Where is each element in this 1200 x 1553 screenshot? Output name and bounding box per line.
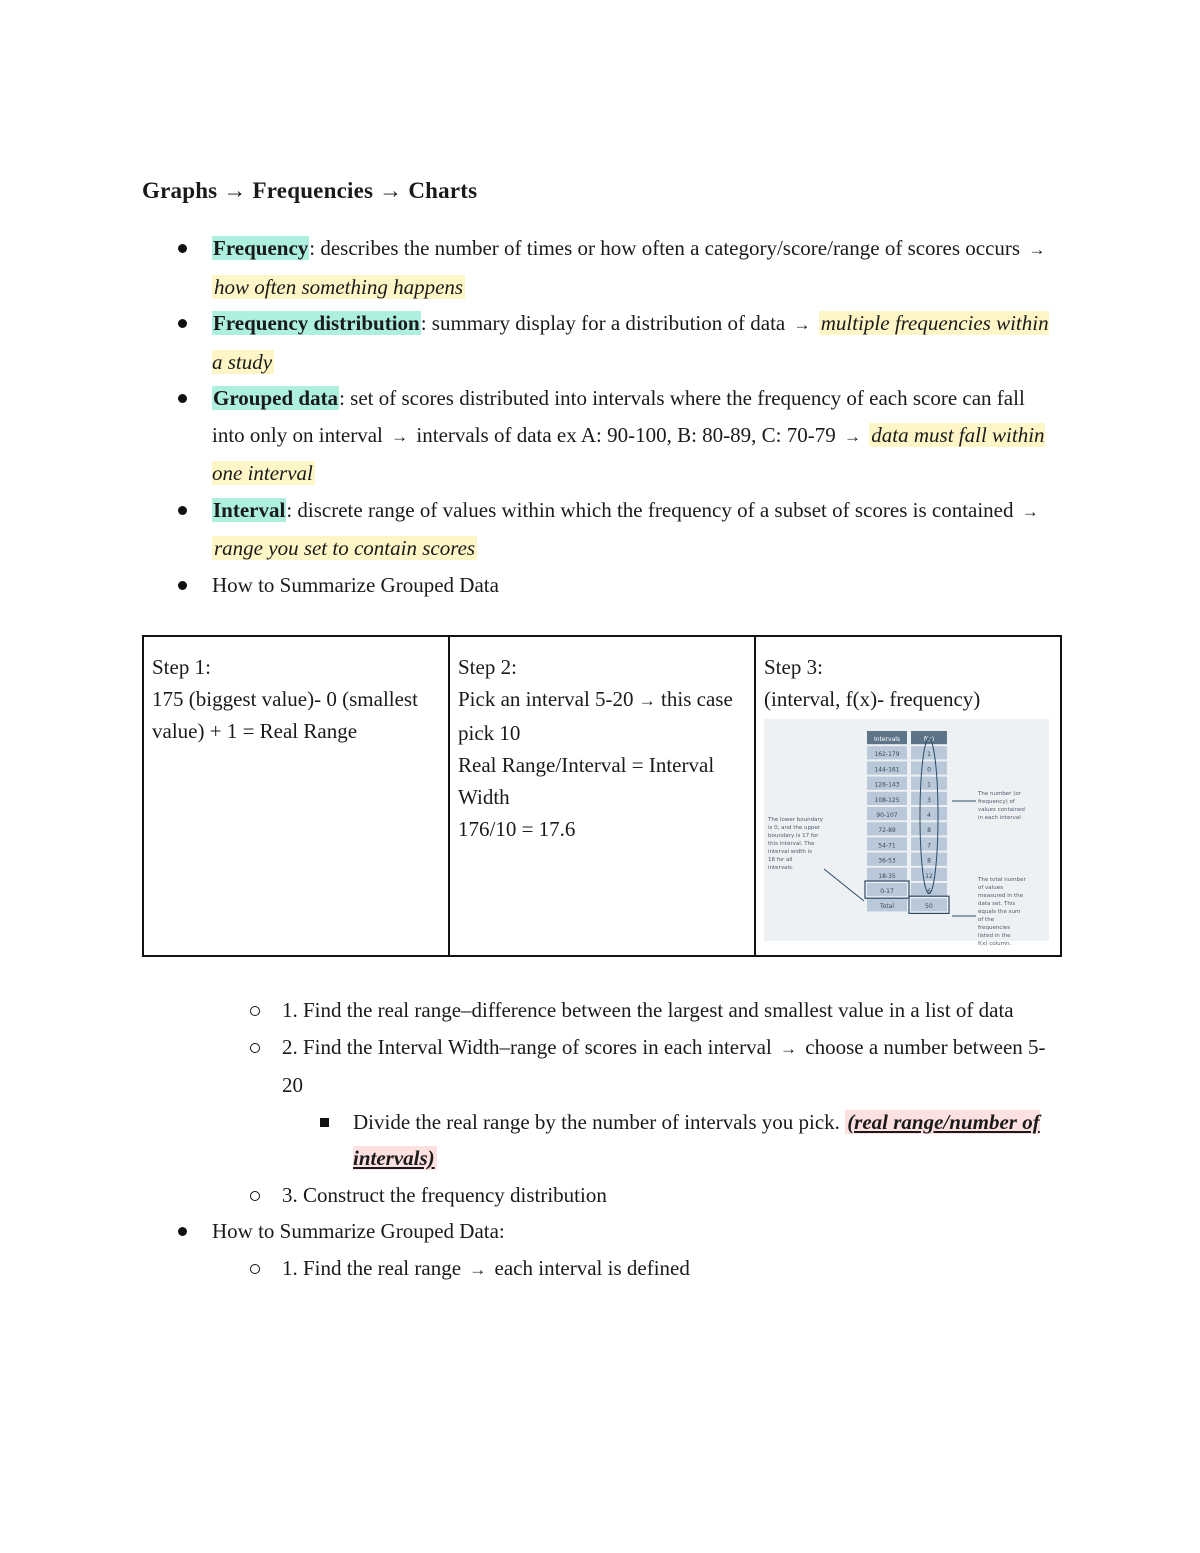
figure-frequency-label: 1 bbox=[927, 751, 931, 759]
step2-cell bbox=[449, 636, 755, 956]
list-item-grouped-data bbox=[142, 380, 1062, 492]
definition-text: : set of scores distributed into intervals where the frequency of each score can fall into only on interval bbox=[212, 386, 1025, 447]
sub-item-text-2: each interval is defined bbox=[494, 1255, 690, 1280]
title-part-graphs: Graphs bbox=[142, 178, 218, 203]
figure-header-label: Intervals bbox=[873, 736, 901, 743]
figure-note-right-bottom-line: frequencies bbox=[978, 925, 1011, 931]
step2-line1a: Pick an interval 5-20 bbox=[458, 687, 634, 711]
arrow-icon: → bbox=[223, 178, 247, 203]
arrow-icon: → bbox=[379, 178, 403, 203]
figure-image bbox=[764, 719, 1049, 947]
figure-note-left-line: 18 for all bbox=[768, 857, 793, 863]
figure-note-right-bottom-line: measured in the bbox=[978, 893, 1024, 899]
definition-text: : discrete range of values within which the frequency of a subset of scores is contained bbox=[286, 497, 1014, 522]
figure-interval-label: 0-17 bbox=[880, 888, 894, 895]
figure-note-left-line: intervals. bbox=[768, 865, 794, 871]
sub-item-3 bbox=[142, 1177, 1062, 1214]
figure-total-value: 50 bbox=[925, 903, 933, 911]
steps-sublist bbox=[142, 992, 1062, 1288]
step1-body: 175 (biggest value)- 0 (smallest value) + 1 = Real Range bbox=[152, 687, 418, 743]
definition-text: : describes the number of times or how often a category/score/range of scores occurs bbox=[309, 236, 1021, 260]
figure-note-left-line: The lower boundary bbox=[768, 817, 823, 823]
sub-item-text: 3. Construct the frequency distribution bbox=[282, 1182, 607, 1207]
figure-frequency-label: 1 bbox=[927, 781, 931, 789]
figure-note-right-bottom-line: of values bbox=[978, 885, 1003, 891]
highlight-note: how often something happens bbox=[214, 274, 464, 299]
figure-interval-label: 108-125 bbox=[874, 796, 900, 804]
sub-sub-item bbox=[142, 1104, 1062, 1177]
step3-body: (interval, f(x)- frequency) bbox=[764, 687, 981, 711]
highlight-note: multiple frequencies within a study bbox=[212, 311, 1049, 374]
figure-note-right-bottom-line: The total number bbox=[978, 877, 1026, 883]
figure-note-right-bottom-line: listed in the bbox=[978, 933, 1011, 939]
step1-title: Step 1: bbox=[152, 655, 211, 679]
figure-note-right-bottom-line: data set. This bbox=[978, 901, 1016, 907]
figure-note-right-top-line: The number (or bbox=[978, 791, 1021, 797]
step2-line1 bbox=[458, 683, 746, 749]
step2-line1b: this case pick 10 bbox=[458, 687, 733, 745]
figure-note-left-line: this interval. The bbox=[768, 841, 815, 847]
figure-interval-label: 72-89 bbox=[878, 827, 896, 835]
figure-frequency-label: 12 bbox=[925, 872, 933, 880]
bullet-icon bbox=[178, 581, 187, 590]
highlight-note: data must fall within one interval bbox=[212, 422, 1045, 485]
list-item-text: How to Summarize Grouped Data: bbox=[212, 1219, 505, 1243]
steps-table bbox=[142, 635, 1062, 957]
bullet-icon bbox=[178, 1227, 187, 1236]
figure-frequency-label: 4 bbox=[927, 812, 931, 819]
figure-total-label: Total bbox=[879, 903, 895, 911]
list-item-text: How to Summarize Grouped Data bbox=[212, 572, 499, 597]
sub-item-final bbox=[142, 1250, 1062, 1289]
step1-cell bbox=[143, 636, 449, 956]
arrow-icon: → bbox=[469, 1259, 487, 1279]
list-item-frequency-distribution bbox=[142, 305, 1062, 380]
circle-bullet-icon bbox=[250, 1264, 260, 1274]
figure-interval-label: 126-143 bbox=[874, 781, 900, 789]
page-title bbox=[142, 178, 477, 204]
term-frequency: Frequency bbox=[213, 236, 309, 260]
figure-note-right-bottom-line: f(x) column. bbox=[978, 941, 1012, 947]
figure-interval-label: 144-161 bbox=[874, 766, 900, 774]
definitions-list bbox=[142, 230, 1062, 603]
circle-bullet-icon bbox=[250, 1043, 260, 1053]
figure-frequency-label: 7 bbox=[927, 842, 931, 850]
figure-frequency-label: 3 bbox=[927, 796, 931, 804]
figure-interval-label: 18-35 bbox=[878, 872, 896, 880]
arrow-icon: → bbox=[638, 691, 656, 710]
step2-line3: 176/10 = 17.6 bbox=[458, 817, 576, 841]
arrow-icon: → bbox=[793, 315, 811, 334]
circle-bullet-icon bbox=[250, 1191, 260, 1201]
figure-frequency-label: 8 bbox=[927, 827, 931, 835]
figure-interval-label: 36-53 bbox=[878, 857, 896, 865]
step2-line2: Real Range/Interval = Interval Width bbox=[458, 753, 715, 809]
highlight-note: range you set to contain scores bbox=[214, 536, 476, 560]
list-item-summarize-2 bbox=[142, 1213, 1062, 1250]
list-item-summarize bbox=[142, 567, 1062, 604]
definition-text: : summary display for a distribution of data bbox=[420, 311, 786, 335]
figure-note-right-bottom-line: of the bbox=[978, 917, 995, 923]
sub-item-text-2: choose a number between 5-20 bbox=[282, 1034, 1046, 1097]
frequency-table-figure bbox=[764, 719, 1049, 947]
arrow-icon: → bbox=[391, 426, 409, 446]
sub-sub-item-text: Divide the real range by the number of intervals you pick. bbox=[353, 1109, 840, 1134]
figure-header-label: f(x) bbox=[923, 736, 935, 743]
step3-title: Step 3: bbox=[764, 655, 823, 679]
bullet-icon bbox=[178, 506, 187, 515]
figure-note-left-line: is 0, and the upper bbox=[768, 825, 821, 831]
table-row bbox=[143, 636, 1061, 956]
figure-note-right-top-line: frequency) of bbox=[978, 799, 1015, 805]
arrow-icon: → bbox=[780, 1038, 798, 1058]
term-frequency-distribution: Frequency distribution bbox=[213, 311, 420, 335]
title-part-frequencies: Frequencies bbox=[252, 178, 374, 203]
figure-note-right-top-line: in each interval bbox=[978, 815, 1021, 821]
list-item-interval bbox=[142, 492, 1062, 567]
figure-arrow-left bbox=[824, 869, 864, 901]
circle-bullet-icon bbox=[250, 1006, 260, 1016]
figure-interval-label: 54-71 bbox=[878, 842, 896, 850]
bullet-icon bbox=[178, 244, 187, 253]
sub-item-text: 1. Find the real range bbox=[282, 1255, 462, 1280]
figure-note-right-bottom-line: equals the sum bbox=[978, 909, 1021, 915]
figure-note-left-line: interval width is bbox=[768, 849, 813, 855]
sub-item-1 bbox=[142, 992, 1062, 1029]
sub-item-2 bbox=[142, 1029, 1062, 1104]
pink-highlight-note: (real range/number of intervals) bbox=[353, 1109, 1040, 1170]
term-grouped-data: Grouped data bbox=[213, 386, 339, 410]
title-part-charts: Charts bbox=[408, 178, 478, 203]
figure-frequency-label: 6 bbox=[927, 888, 931, 895]
arrow-icon: → bbox=[1028, 240, 1046, 259]
step3-cell bbox=[755, 636, 1061, 956]
figure-note-right-top-line: values contained bbox=[978, 807, 1025, 813]
arrow-icon: → bbox=[1021, 501, 1039, 521]
figure-note-left-line: boundary is 17 for bbox=[768, 833, 819, 839]
arrow-icon: → bbox=[844, 426, 862, 446]
bullet-icon bbox=[178, 319, 187, 328]
square-bullet-icon bbox=[320, 1118, 329, 1127]
figure-interval-label: 90-107 bbox=[876, 812, 898, 819]
figure-frequency-label: 8 bbox=[927, 857, 931, 865]
figure-frequency-label: 0 bbox=[927, 766, 931, 774]
definition-text-2: intervals of data ex A: 90-100, B: 80-89, C: 70-79 bbox=[416, 422, 836, 447]
step2-title: Step 2: bbox=[458, 655, 517, 679]
sub-item-text: 1. Find the real range–difference between the largest and smallest value in a list of data bbox=[282, 998, 1014, 1022]
bullet-icon bbox=[178, 394, 187, 403]
term-interval: Interval bbox=[213, 497, 286, 522]
sub-item-text: 2. Find the Interval Width–range of scores in each interval bbox=[282, 1034, 772, 1059]
figure-interval-label: 162-179 bbox=[874, 751, 900, 759]
list-item-frequency bbox=[142, 230, 1062, 305]
